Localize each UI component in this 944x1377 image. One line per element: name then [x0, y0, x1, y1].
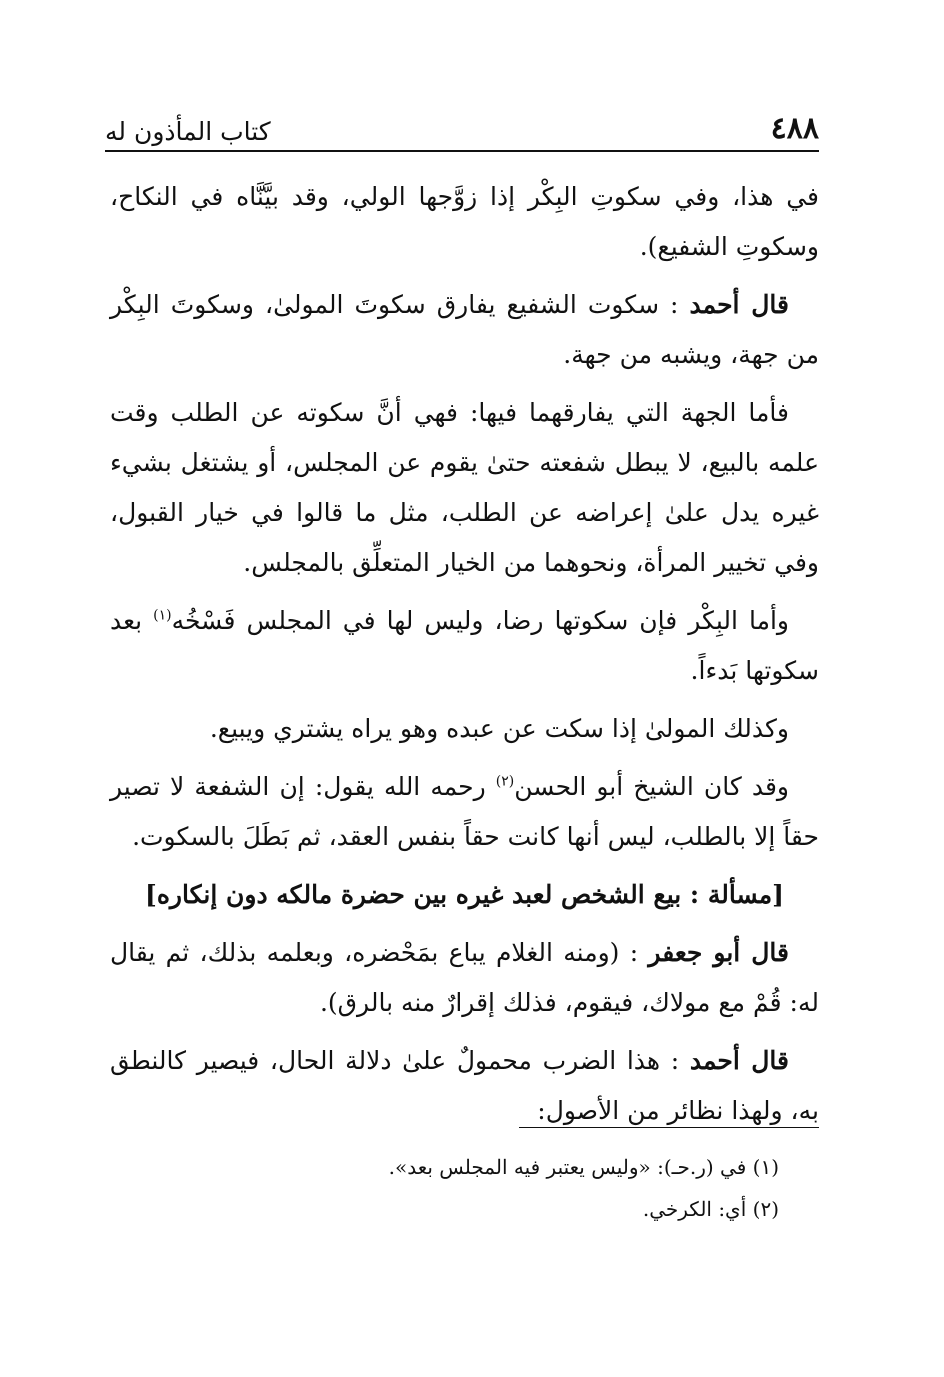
paragraph-text: رحمه الله يقول: إن الشفعة لا تصير حقاً إلا بالطلب، ليس أنها كانت حقاً بنفس العقد، ثم بَطَلَ بالسكوت.: [110, 772, 819, 851]
page-header: [105, 100, 819, 146]
running-title: كتاب المأذون له: [105, 117, 271, 146]
paragraph: [110, 1036, 819, 1136]
paragraph-text: : هذا الضرب محمولٌ علىٰ دلالة الحال، فيصير كالنطق به، ولهذا نظائر من الأصول:: [110, 1046, 819, 1125]
speaker-label: قال أبو جعفر: [648, 938, 789, 967]
header-rule: [105, 150, 819, 152]
paragraph: [110, 928, 819, 1028]
paragraph-text: : (ومنه الغلام يباع بمَحْضره، وبعلمه بذلك، ثم يقال له: قُمْ مع مولاك، فيقوم، فذلك إقرارٌ منه بالرق).: [110, 938, 819, 1017]
paragraph-text: وأما البِكْر فإن سكوتها رضا، وليس لها في المجلس فَسْخُه: [171, 606, 790, 635]
footnote-rule: [519, 1127, 819, 1128]
footnote: (١) في (ر.حـ): «وليس يعتبر فيه المجلس بعد».: [388, 1155, 779, 1179]
main-text: [110, 172, 819, 1144]
footnote-ref: (١): [153, 607, 172, 624]
page-number: ٤٨٨: [770, 111, 819, 146]
paragraph: [110, 596, 819, 696]
footnotes: [110, 1146, 779, 1230]
footnote: (٢) أي: الكرخي.: [642, 1197, 779, 1221]
paragraph: في هذا، وفي سكوتِ البِكْر إذا زوَّجها الولي، وقد بيَّنَّاه في النكاح، وسكوتِ الشفيع).: [110, 182, 819, 261]
paragraph-text: : سكوت الشفيع يفارق سكوتَ المولىٰ، وسكوتَ البِكْر من جهة، ويشبه من جهة.: [110, 290, 819, 369]
paragraph: وكذلك المولىٰ إذا سكت عن عبده وهو يراه يشتري ويبيع.: [209, 714, 789, 743]
section-heading: [مسألة : بيع الشخص لعبد غيره بين حضرة مالكه دون إنكاره]: [144, 880, 784, 909]
paragraph-text: وقد كان الشيخ أبو الحسن: [514, 772, 789, 801]
speaker-label: قال أحمد: [689, 1046, 789, 1075]
paragraph: [110, 762, 819, 862]
paragraph-text: بعد سكوتها بَدءاً.: [110, 606, 819, 685]
speaker-label: قال أحمد: [689, 290, 789, 319]
footnote-ref: (٢): [495, 773, 515, 790]
paragraph: فأما الجهة التي يفارقهما فيها: فهي أنَّ سكوته عن الطلب وقت علمه بالبيع، لا يبطل شفعته حتىٰ يقوم عن المجلس، أو يشتغل بشيء غيره يدل علىٰ إعراضه عن الطلب، مثل ما قالوا في خيار القبول، وفي تخيير المرأة، ونحوهما من الخيار المتعلِّق بالمجلس.: [110, 398, 819, 577]
paragraph: [110, 280, 819, 380]
